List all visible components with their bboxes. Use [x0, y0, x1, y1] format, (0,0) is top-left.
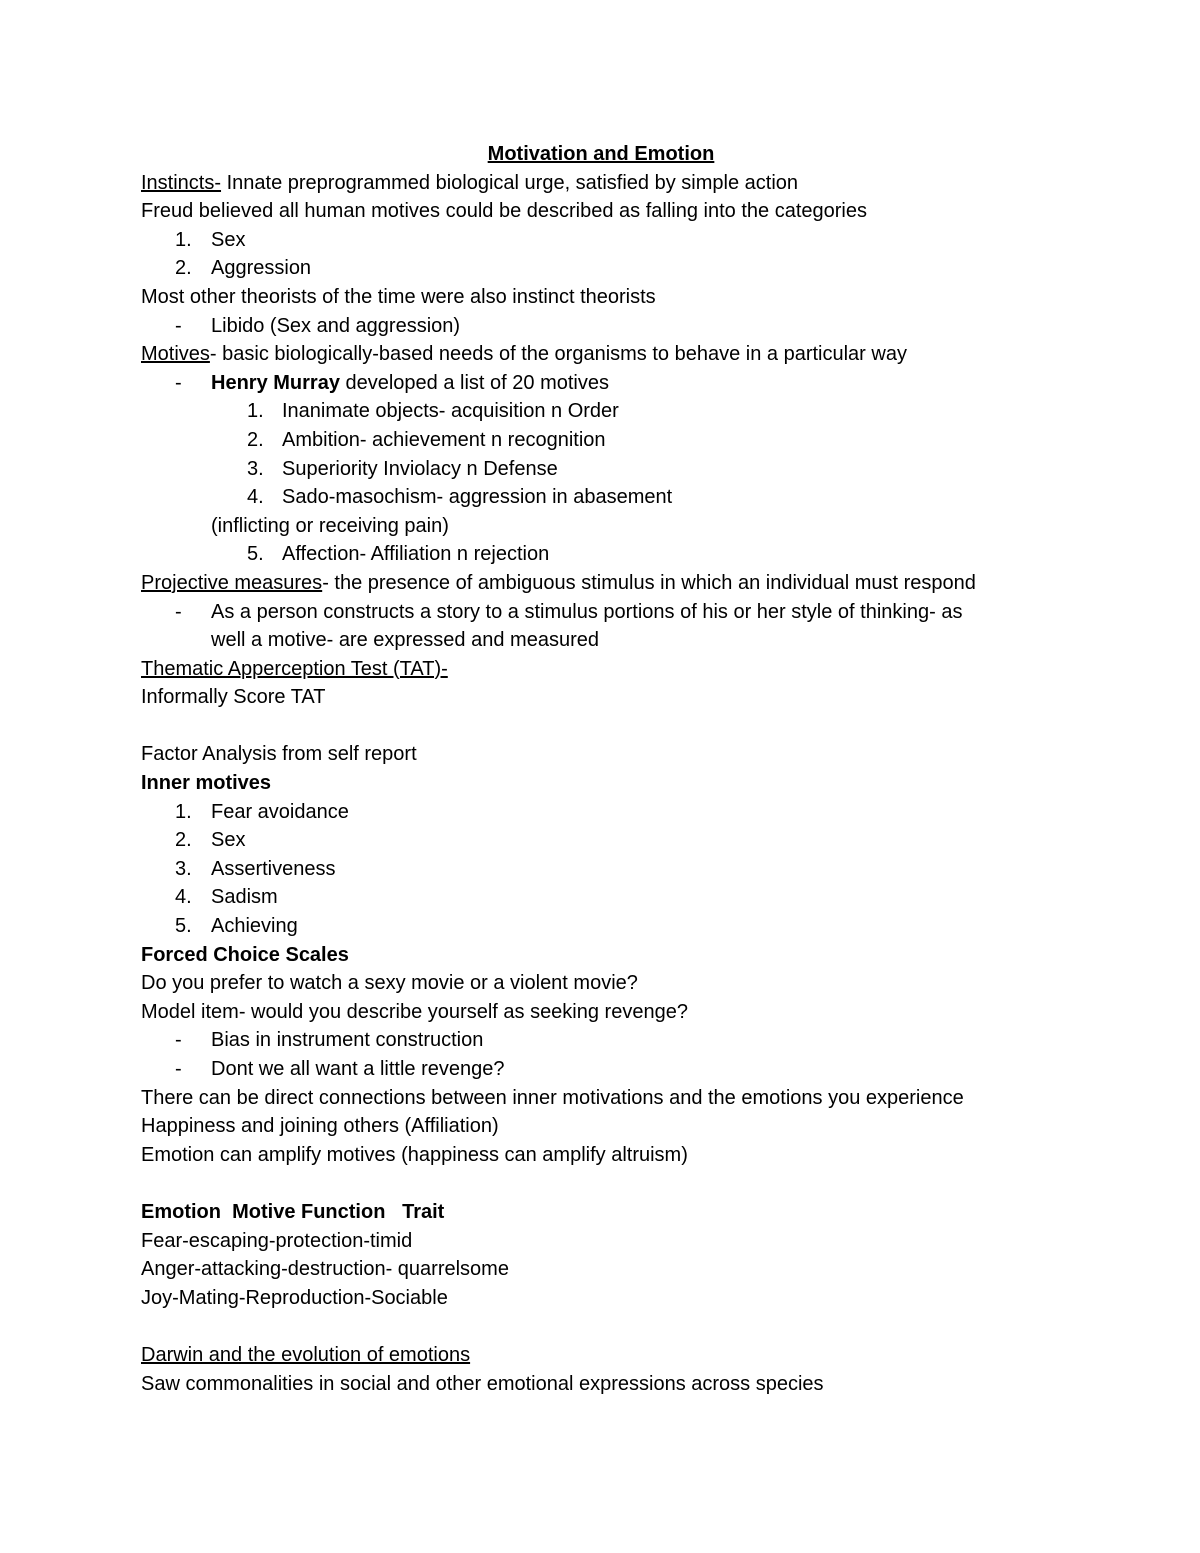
bias-item	[141, 1055, 1061, 1084]
forced-question-2: Model item- would you describe yourself as seeking revenge?	[141, 1000, 688, 1023]
list-item-text: Fear avoidance	[211, 800, 349, 823]
instincts-term: Instincts-	[141, 171, 222, 194]
list-item-text: Ambition- achievement n recognition	[282, 428, 606, 451]
libido-item	[141, 312, 1061, 341]
story-text-line2: well a motive- are expressed and measured	[211, 629, 599, 652]
emotion-row: Fear-escaping-protection-timid	[141, 1229, 413, 1252]
list-item-text: Assertiveness	[211, 857, 336, 880]
document-body	[141, 140, 1061, 1398]
motives-definition: - basic biologically-based needs of the organisms to behave in a particular way	[209, 343, 907, 366]
list-item-text: Superiority Inviolacy n Defense	[282, 457, 558, 480]
inner-list-item	[141, 798, 1061, 827]
tat-heading: Thematic Apperception Test (TAT)-	[141, 657, 448, 680]
connections-line: There can be direct connections between inner motivations and the emotions you experience	[141, 1086, 964, 1109]
darwin-heading: Darwin and the evolution of emotions	[141, 1343, 471, 1366]
list-dash: -	[175, 1058, 182, 1080]
tat-score-line: Informally Score TAT	[141, 686, 326, 709]
list-number: 5.	[175, 915, 192, 938]
list-item-text: Sado-masochism- aggression in abasement	[282, 486, 673, 509]
projective-line	[141, 569, 1061, 598]
list-number: 4.	[247, 486, 264, 509]
murray-list-item	[141, 483, 1061, 512]
freud-list-item	[141, 226, 1061, 255]
list-item-text: Affection- Affiliation n rejection	[282, 543, 550, 566]
motives-term: Motives	[141, 343, 210, 366]
inner-list-item	[141, 912, 1061, 941]
factor-line: Factor Analysis from self report	[141, 743, 417, 766]
list-item-text: Sex	[211, 829, 246, 852]
forced-question-1: Do you prefer to watch a sexy movie or a violent movie?	[141, 972, 638, 995]
list-number: 2.	[175, 257, 192, 280]
list-item-text: Aggression	[211, 257, 312, 280]
happiness-line: Happiness and joining others (Affiliation)	[141, 1115, 499, 1138]
forced-choice-heading: Forced Choice Scales	[141, 943, 349, 966]
inner-list-item	[141, 855, 1061, 884]
list-number: 5.	[247, 543, 264, 566]
list-number: 1.	[175, 800, 192, 823]
emotion-row: Joy-Mating-Reproduction-Sociable	[141, 1286, 448, 1309]
murray-list-item	[141, 397, 1061, 426]
instincts-line	[141, 169, 1061, 198]
blank-line	[141, 1169, 1061, 1198]
story-text-line1: As a person constructs a story to a stimulus portions of his or her style of thinking- as	[211, 600, 963, 623]
list-item-text: Achieving	[211, 915, 298, 938]
freud-list-item	[141, 254, 1061, 283]
list-number: 1.	[175, 228, 192, 251]
projective-definition: - the presence of ambiguous stimulus in which an individual must respond	[322, 571, 976, 594]
list-item-text: Sadism	[211, 886, 278, 909]
emotion-table-heading: Emotion Motive Function Trait	[141, 1200, 445, 1223]
list-item-text: Bias in instrument construction	[211, 1029, 484, 1052]
theorists-line: Most other theorists of the time were also instinct theorists	[141, 285, 656, 308]
blank-line	[141, 1312, 1061, 1341]
murray-list-item	[141, 540, 1061, 569]
list-item-text: Sex	[211, 228, 246, 251]
list-number: 3.	[247, 457, 264, 480]
list-dash: -	[175, 600, 182, 623]
instincts-definition: Innate preprogrammed biological urge, satisfied by simple action	[221, 171, 799, 194]
list-number: 1.	[247, 400, 264, 423]
murray-list-item	[141, 426, 1061, 455]
list-dash: -	[175, 371, 182, 394]
blank-line	[141, 712, 1061, 741]
murray-name: Henry Murray	[211, 371, 340, 394]
list-item-text: Libido (Sex and aggression)	[211, 314, 461, 337]
freud-line: Freud believed all human motives could be described as falling into the categories	[141, 200, 867, 223]
tat-heading-line	[141, 655, 1061, 684]
list-number: 4.	[175, 886, 192, 909]
amplify-line: Emotion can amplify motives (happiness can amplify altruism)	[141, 1143, 688, 1166]
darwin-heading-line	[141, 1341, 1061, 1370]
list-dash: -	[175, 314, 182, 337]
page-title: Motivation and Emotion	[487, 143, 715, 165]
motives-line	[141, 340, 1061, 369]
murray-text: developed a list of 20 motives	[339, 371, 609, 394]
list-item-text: Inanimate objects- acquisition n Order	[282, 400, 619, 423]
list-dash: -	[175, 1029, 182, 1052]
story-item	[141, 598, 1061, 627]
title-line	[141, 140, 1061, 169]
inner-list-item	[141, 883, 1061, 912]
list-item-text: Dont we all want a little revenge?	[211, 1058, 505, 1080]
bias-item	[141, 1026, 1061, 1055]
inner-list-item	[141, 826, 1061, 855]
murray-item	[141, 369, 1061, 398]
projective-term: Projective measures	[141, 571, 323, 594]
darwin-line: Saw commonalities in social and other emotional expressions across species	[141, 1372, 824, 1395]
inner-motives-heading: Inner motives	[141, 772, 272, 795]
emotion-row: Anger-attacking-destruction- quarrelsome	[141, 1258, 509, 1281]
list-number: 2.	[247, 428, 264, 451]
inflicting-note: (inflicting or receiving pain)	[211, 514, 449, 537]
list-number: 2.	[175, 829, 192, 852]
list-number: 3.	[175, 857, 192, 880]
murray-list-item	[141, 455, 1061, 484]
